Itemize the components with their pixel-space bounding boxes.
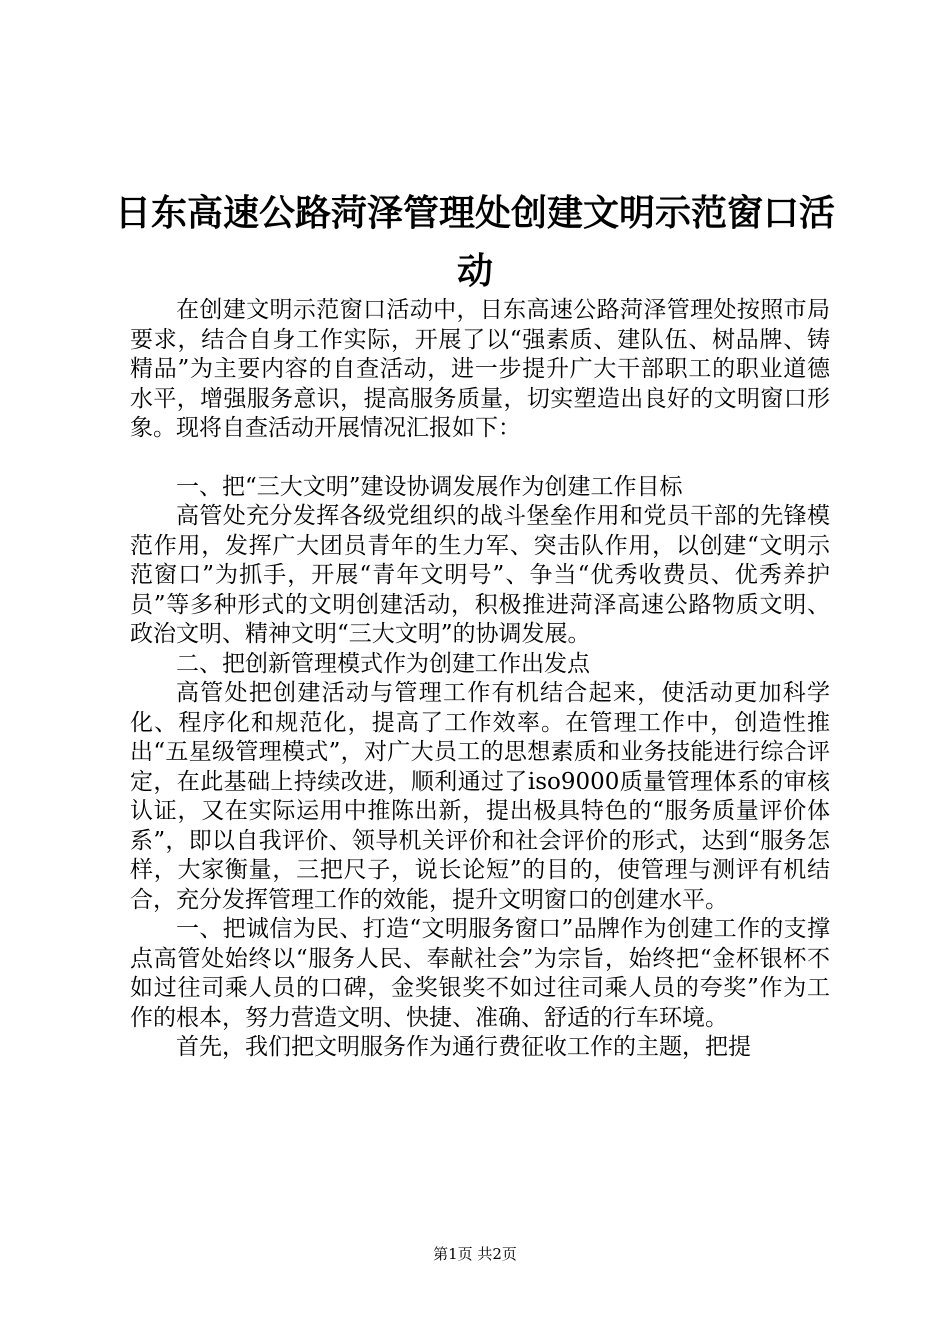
section-paragraph-1: 高管处充分发挥各级党组织的战斗堡垒作用和党员干部的先锋模范作用，发挥广大团员青年的生力军、突击队作用，以创建“文明示范窗口”为抓手，开展“青年文明号”、争当“优秀收费员、优秀养护员”等多种形式的文明创建活动，积极推进菏泽高速公路物质文明、政治文明、精神文明“三大文明”的协调发展。 xyxy=(130,503,830,647)
intro-paragraph: 在创建文明示范窗口活动中，日东高速公路菏泽管理处按照市局要求，结合自身工作实际，开展了以“强素质、建队伍、树品牌、铸精品”为主要内容的自查活动，进一步提升广大干部职工的职业道德水平，增强服务意识，提高服务质量，切实塑造出良好的文明窗口形象。现将自查活动开展情况汇报如下： xyxy=(130,297,830,441)
section-paragraph-3: 一、把诚信为民、打造“文明服务窗口”品牌作为创建工作的支撑点高管处始终以“服务人民、奉献社会”为宗旨，始终把“金杯银杯不如过往司乘人员的口碑，金奖银奖不如过往司乘人员的夸奖”作为工作的根本，努力营造文明、快捷、准确、舒适的行车环境。 xyxy=(130,916,830,1031)
page-number: 第1页 共2页 xyxy=(433,1245,517,1263)
section-heading-1: 一、把“三大文明”建设协调发展作为创建工作目标 xyxy=(176,473,683,500)
document-title: 日东高速公路菏泽管理处创建文明示范窗口活动 xyxy=(114,192,835,292)
document-body xyxy=(130,296,830,1063)
section-paragraph-2: 高管处把创建活动与管理工作有机结合起来，使活动更加科学化、程序化和规范化，提高了工作效率。在管理工作中，创造性推出“五星级管理模式”，对广大员工的思想素质和业务技能进行综合评定，在此基础上持续改进，顺利通过了iso9000质量管理体系的审核认证，又在实际运用中推陈出新，提出极具特色的“服务质量评价体系”，即以自我评价、领导机关评价和社会评价的形式，达到“服务怎样，大家衡量，三把尺子，说长论短”的目的，使管理与测评有机结合，充分发挥管理工作的效能，提升文明窗口的创建水平。 xyxy=(130,680,830,913)
section-paragraph-4: 首先，我们把文明服务作为通行费征收工作的主题，把提 xyxy=(176,1034,751,1060)
section-heading-2: 二、把创新管理模式作为创建工作出发点 xyxy=(176,650,590,677)
